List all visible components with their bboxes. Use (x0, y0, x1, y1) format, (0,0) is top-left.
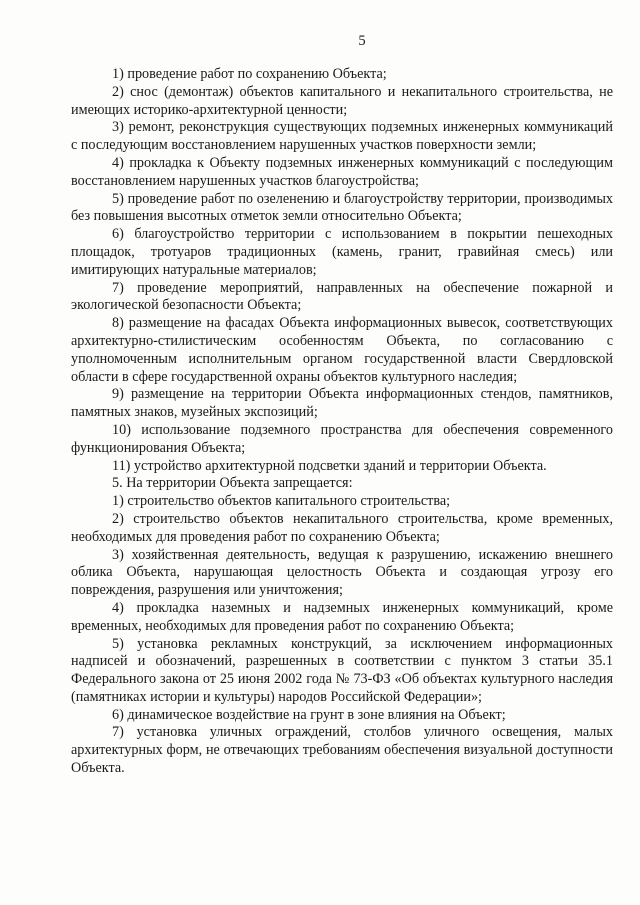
paragraph-allowed-7: 7) проведение мероприятий, направленных на обеспечение пожарной и экологической безопасности Объекта; (71, 279, 613, 314)
paragraph-prohibited-7: 7) установка уличных ограждений, столбов уличного освещения, малых архитектурных форм, не отвечающих требованиям обеспечения визуальной доступности Объекта. (71, 724, 613, 777)
paragraph-prohibited-3: 3) хозяйственная деятельность, ведущая к разрушению, искажению внешнего облика Объекта, нарушающая целостность Объекта и создающая угрозу его повреждения, разрушения или уничтожения; (71, 546, 613, 599)
paragraph-allowed-3: 3) ремонт, реконструкция существующих подземных инженерных коммуникаций с последующим восстановлением нарушенных участков поверхности земли; (71, 119, 613, 154)
paragraph-prohibited-2: 2) строительство объектов некапитального строительства, кроме временных, необходимых для проведения работ по сохранению Объекта; (71, 510, 613, 545)
paragraph-allowed-10: 10) использование подземного пространства для обеспечения современного функционирования Объекта; (71, 421, 613, 456)
paragraph-allowed-4: 4) прокладка к Объекту подземных инженерных коммуникаций с последующим восстановлением нарушенных участков благоустройства; (71, 154, 613, 189)
paragraph-prohibited-5: 5) установка рекламных конструкций, за исключением информационных надписей и обозначений, разрешенных в соответствии с пунктом 3 статьи 35.1 Федерального закона от 25 июня 2002 года № 73-ФЗ «Об объектах культурного наследия (памятниках истории и культуры) народов Российской Федерации»; (71, 635, 613, 705)
page-number: 5 (358, 33, 366, 49)
paragraph-allowed-1: 1) проведение работ по сохранению Объекта; (112, 66, 387, 82)
paragraph-prohibited-1: 1) строительство объектов капитального строительства; (112, 493, 451, 510)
paragraph-allowed-8: 8) размещение на фасадах Объекта информационных вывесок, соответствующих архитектурно-стилистическим особенностям Объекта, по согласованию с уполномоченным исполнительным органом государственной власти Свердловской области в сфере государственной охраны объектов культурного наследия; (71, 315, 613, 385)
paragraph-prohibited-4: 4) прокладка наземных и надземных инженерных коммуникаций, кроме временных, необходимых для проведения работ по сохранению Объекта; (71, 599, 613, 634)
section-heading-prohibited: 5. На территории Объекта запрещается: (112, 475, 353, 492)
paragraph-allowed-6: 6) благоустройство территории с использованием в покрытии пешеходных площадок, тротуаров традиционных (камень, гранит, гравийная смесь) или имитирующих натуральные материалов; (71, 226, 613, 278)
paragraph-allowed-9: 9) размещение на территории Объекта информационных стендов, памятников, памятных знаков, музейных экспозиций; (71, 386, 613, 421)
paragraph-prohibited-6: 6) динамическое воздействие на грунт в зоне влияния на Объект; (112, 706, 506, 723)
paragraph-allowed-11: 11) устройство архитектурной подсветки зданий и территории Объекта. (112, 457, 547, 474)
document-body (71, 66, 613, 778)
paragraph-allowed-5: 5) проведение работ по озеленению и благоустройству территории, производимых без повышения высотных отметок земли относительно Объекта; (71, 190, 613, 225)
paragraph-allowed-2: 2) снос (демонтаж) объектов капитального и некапитального строительства, не имеющих историко-архитектурной ценности; (71, 83, 613, 118)
